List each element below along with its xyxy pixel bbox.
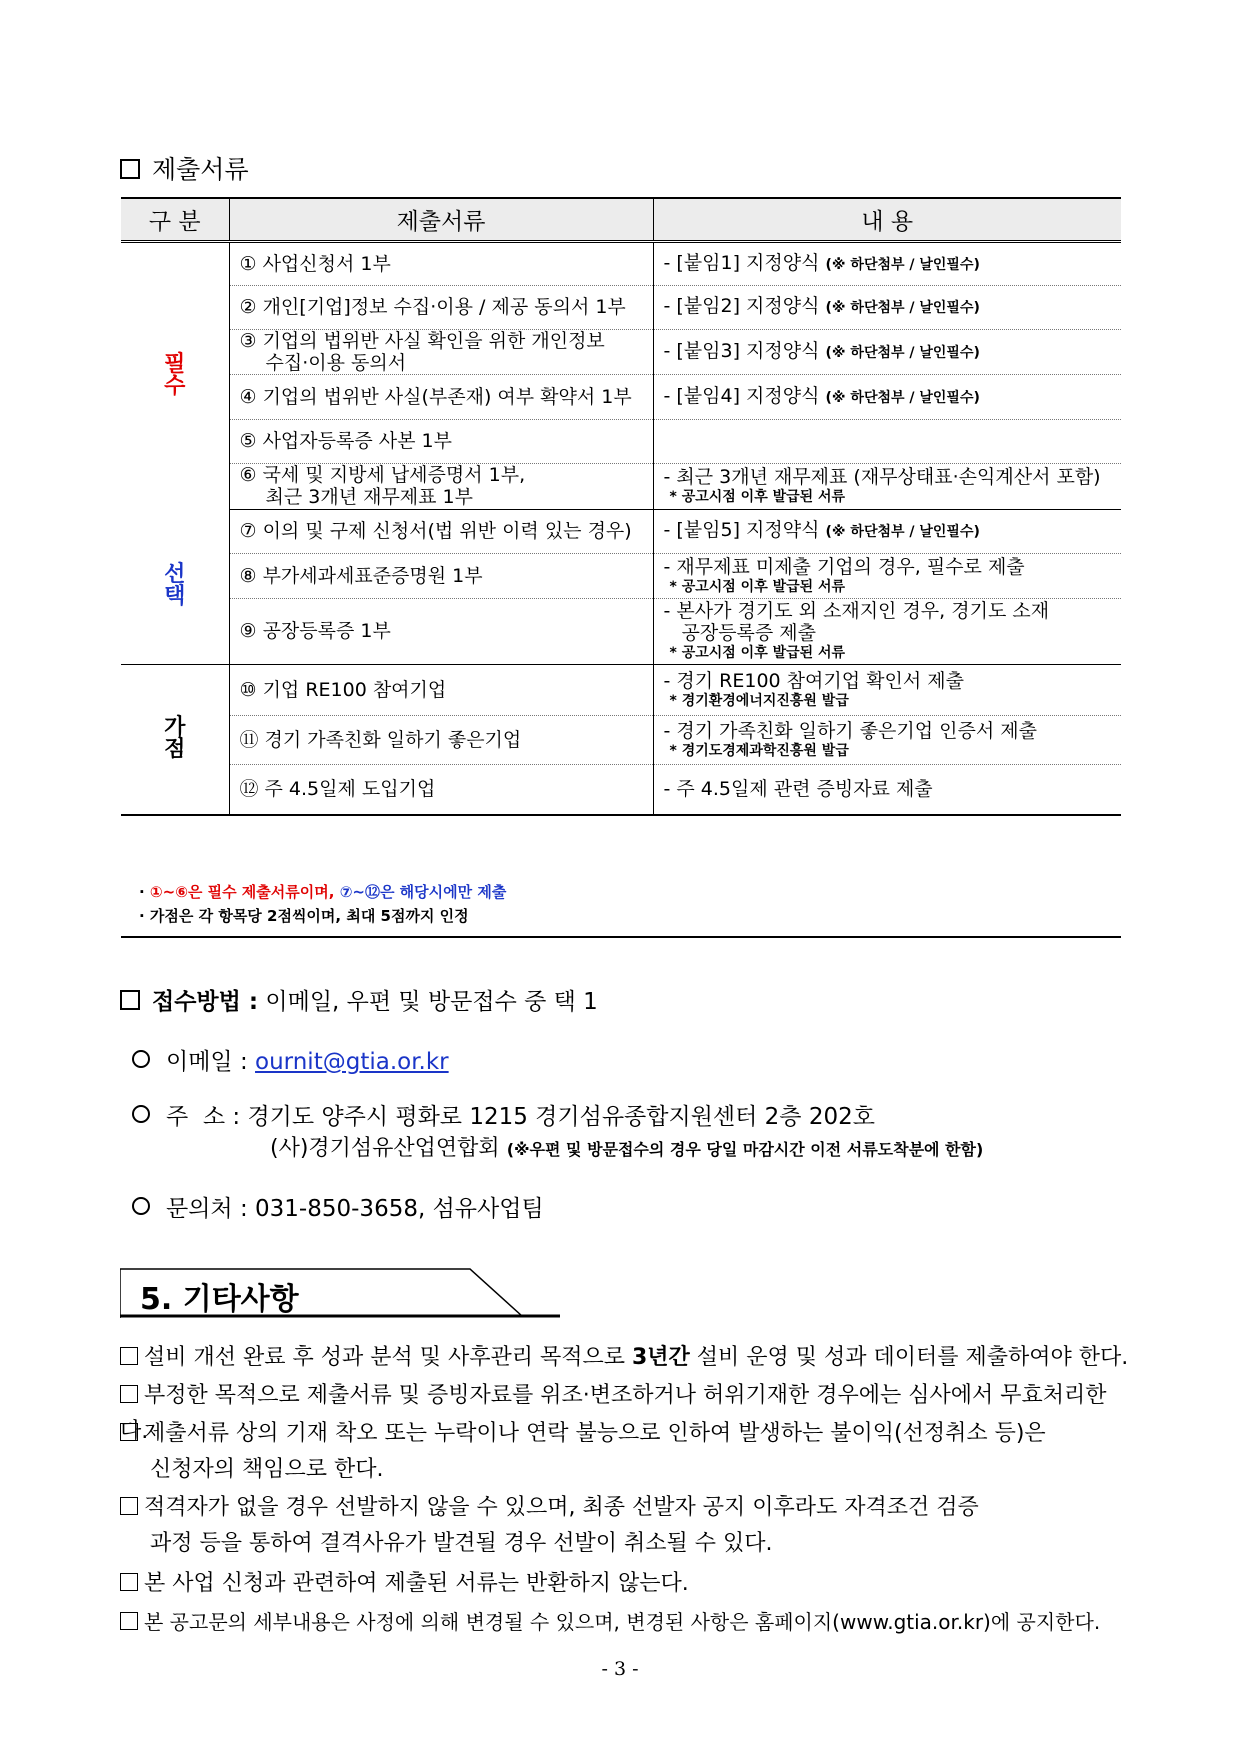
content-cell: - [붙임5] 지정약식 (※ 하단첨부 / 날인필수) [653, 509, 1121, 553]
doc-cell: ④ 기업의 법위반 사실(부존재) 여부 확약서 1부 [229, 374, 653, 419]
page-number: - 3 - [601, 1658, 639, 1680]
apply-method: 접수방법 : 이메일, 우편 및 방문접수 중 택 1 [120, 983, 598, 1016]
table-notes [121, 880, 1121, 938]
table-row [121, 285, 1121, 329]
doc-cell: ⑨ 공장등록증 1부 [229, 598, 653, 664]
checkbox-square-icon [120, 1612, 138, 1630]
doc-cell: ② 개인[기업]정보 수집·이용 / 제공 동의서 1부 [229, 285, 653, 329]
doc-cell: ⑦ 이의 및 구제 신청서(법 위반 이력 있는 경우) [229, 509, 653, 553]
table-row [121, 764, 1121, 815]
note-line-1: · ①~⑥은 필수 제출서류이며, ⑦~⑫은 해당시에만 제출 [139, 883, 507, 901]
table-row [121, 463, 1121, 509]
table-row [121, 241, 1121, 285]
table-row [121, 374, 1121, 419]
table-row [121, 419, 1121, 463]
checkbox-square-icon [120, 1423, 138, 1441]
section-title-docs: 제출서류 [120, 150, 249, 186]
content-cell: - 주 4.5일제 관련 증빙자료 제출 [653, 764, 1121, 815]
circle-bullet-icon [132, 1105, 150, 1123]
circle-bullet-icon [132, 1050, 150, 1068]
doc-cell: ③ 기업의 법위반 사실 확인을 위한 개인정보 수집·이용 동의서 [229, 329, 653, 374]
checkbox-square-icon [120, 1497, 138, 1515]
circle-bullet-icon [132, 1197, 150, 1215]
content-cell: - 재무제표 미제출 기업의 경우, 필수로 제출 * 공고시점 이후 발급된 서류 [653, 553, 1121, 598]
header-docs: 제출서류 [229, 198, 653, 241]
header-content: 내 용 [653, 198, 1121, 241]
doc-cell: ⑥ 국세 및 지방세 납세증명서 1부, 최근 3개년 재무제표 1부 [229, 463, 653, 509]
group-required: 필수 [121, 241, 229, 509]
doc-cell: ⑩ 기업 RE100 참여기업 [229, 664, 653, 715]
address-line-2: (사)경기섬유산업연합회 (※우편 및 방문접수의 경우 당일 마감시간 이전 서류도착분에 한함) [270, 1136, 984, 1161]
table-row [121, 329, 1121, 374]
header-category: 구 분 [121, 198, 229, 241]
checkbox-square-icon [120, 1573, 138, 1591]
table-row [121, 553, 1121, 598]
etc-item: 부정한 목적으로 제출서류 및 증빙자료를 위조·변조하거나 허위기재한 경우에는 심사에서 무효처리한다. [120, 1383, 1107, 1444]
group-bonus: 가점 [121, 664, 229, 815]
content-cell: - 본사가 경기도 외 소재지인 경우, 경기도 소재 공장등록증 제출 * 공고시점 이후 발급된 서류 [653, 598, 1121, 664]
group-optional: 선택 [121, 509, 229, 664]
table-row [121, 715, 1121, 764]
checkbox-square-icon [120, 159, 140, 179]
content-cell: - 최근 3개년 재무제표 (재무상태표·손익계산서 포함) * 공고시점 이후 발급된 서류 [653, 463, 1121, 509]
content-cell: - [붙임4] 지정양식 (※ 하단첨부 / 날인필수) [653, 374, 1121, 419]
table-row [121, 664, 1121, 715]
content-cell: - 경기 RE100 참여기업 확인서 제출 * 경기환경에너지진흥원 발급 [653, 664, 1121, 715]
table-row [121, 598, 1121, 664]
doc-cell: ⑫ 주 4.5일제 도입기업 [229, 764, 653, 815]
note-line-2: · 가점은 각 항목당 2점씩이며, 최대 5점까지 인정 [139, 907, 469, 925]
doc-cell: ⑪ 경기 가족친화 일하기 좋은기업 [229, 715, 653, 764]
checkbox-square-icon [120, 1385, 138, 1403]
doc-cell: ⑧ 부가세과세표준증명원 1부 [229, 553, 653, 598]
contact-line: 문의처 : 031-850-3658, 섬유사업팀 [132, 1190, 544, 1223]
content-cell: - 경기 가족친화 일하기 좋은기업 인증서 제출 * 경기도경제과학진흥원 발급 [653, 715, 1121, 764]
content-cell: - [붙임2] 지정양식 (※ 하단첨부 / 날인필수) [653, 285, 1121, 329]
doc-cell: ⑤ 사업자등록증 사본 1부 [229, 419, 653, 463]
etc-item: 적격자가 없을 경우 선발하지 않을 수 있으며, 최종 선발자 공지 이후라도 자격조건 검증 과정 등을 통하여 결격사유가 발견될 경우 선발이 취소될 수 있다. [120, 1490, 1130, 1562]
email-link[interactable]: ournit@gtia.or.kr [255, 1049, 449, 1075]
email-line: 이메일 : ournit@gtia.or.kr [132, 1043, 449, 1076]
checkbox-square-icon [120, 990, 140, 1010]
table-row [121, 509, 1121, 553]
content-cell: - [붙임3] 지정양식 (※ 하단첨부 / 날인필수) [653, 329, 1121, 374]
etc-item: 설비 개선 완료 후 성과 분석 및 사후관리 목적으로 3년간 설비 운영 및 성과 데이터를 제출하여야 한다. [120, 1340, 1130, 1376]
content-cell: - [붙임1] 지정양식 (※ 하단첨부 / 날인필수) [653, 241, 1121, 285]
section-5-header [120, 1268, 560, 1318]
doc-cell: ① 사업신청서 1부 [229, 241, 653, 285]
content-cell [653, 419, 1121, 463]
etc-item: 제출서류 상의 기재 착오 또는 누락이나 연락 불능으로 인하여 발생하는 불이익(선정취소 등)은 신청자의 책임으로 한다. [120, 1416, 1130, 1488]
etc-item: 본 공고문의 세부내용은 사정에 의해 변경될 수 있으며, 변경된 사항은 홈페이지(www.gtia.or.kr)에 공지한다. [120, 1604, 1130, 1640]
submission-docs-table [121, 197, 1121, 816]
etc-item: 본 사업 신청과 관련하여 제출된 서류는 반환하지 않는다. [120, 1566, 1130, 1602]
checkbox-square-icon [120, 1347, 138, 1365]
table-header-row [121, 198, 1121, 241]
address-line: 주 소 : 경기도 양주시 평화로 1215 경기섬유종합지원센터 2층 202호 [132, 1098, 875, 1131]
section-5-title: 5. 기타사항 [140, 1282, 299, 1317]
